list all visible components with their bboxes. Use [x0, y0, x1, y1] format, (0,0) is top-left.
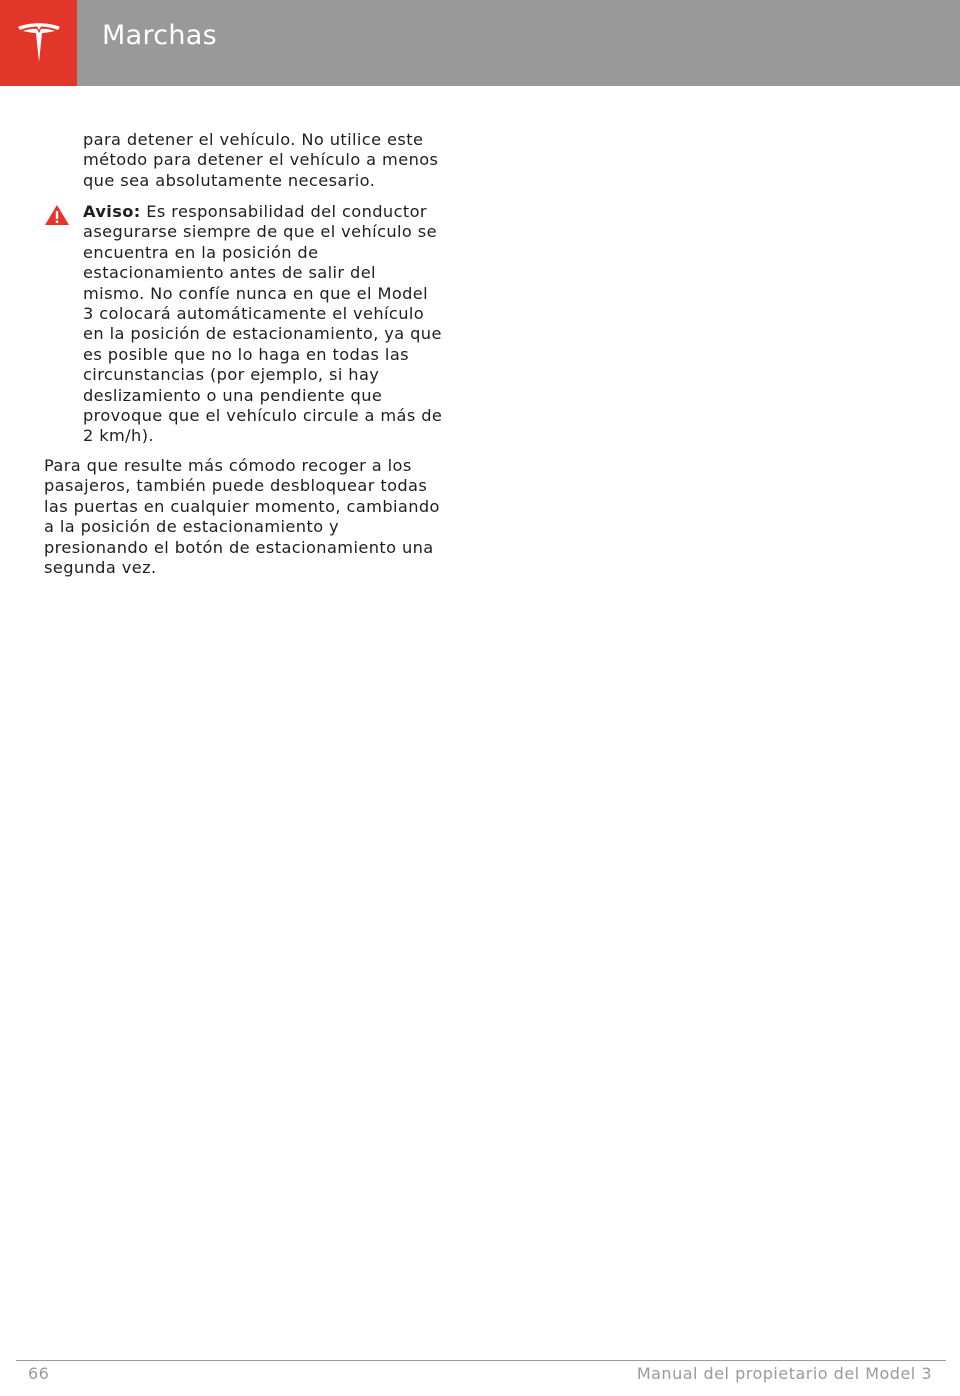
continuation-text: para detener el vehículo. No utilice este método para detener el vehículo a menos que sea absolutamente necesario. [83, 130, 439, 190]
page-header [0, 0, 960, 86]
body-paragraph: Para que resulte más cómodo recoger a los pasajeros, también puede desbloquear todas las puertas en cualquier momento, cambiando a la posición de estacionamiento y presionando el botón de estacionamiento una segunda vez. [44, 456, 440, 578]
brand-logo-box [0, 0, 77, 86]
warning-triangle-icon [44, 204, 70, 226]
warning-text [83, 202, 443, 447]
page-number: 66 [28, 1364, 50, 1383]
footer-divider [16, 1360, 946, 1361]
page-title: Marchas [102, 20, 218, 51]
warning-body: Es responsabilidad del conductor asegurarse siempre de que el vehículo se encuentra en la posición de estacionamiento antes de salir del mismo. No confíe nunca en que el Model 3 colocará automáticamente el vehículo en la posición de estacionamiento, ya que es posible que no lo haga en todas las circunstancias (por ejemplo, si hay deslizamiento o una pendiente que provoque que el vehículo circule a más de 2 km/h). [83, 202, 443, 446]
manual-title: Manual del propietario del Model 3 [636, 1364, 932, 1383]
tesla-logo-icon [14, 18, 64, 68]
warning-label: Aviso: [83, 202, 141, 221]
